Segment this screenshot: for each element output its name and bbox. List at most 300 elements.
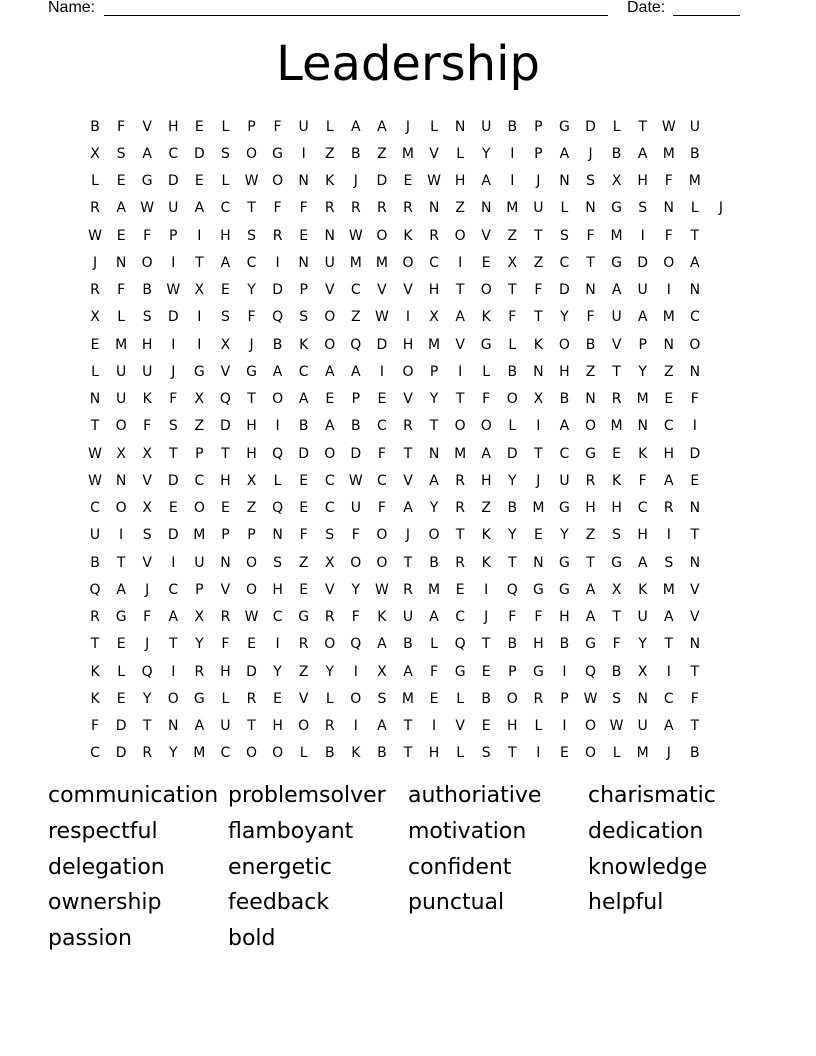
grid-row (82, 658, 734, 685)
grid-letter: V (220, 363, 231, 380)
grid-letter: O (480, 282, 492, 299)
grid-letter: C (663, 690, 674, 707)
grid-letter: L (534, 718, 543, 735)
grid-letter: L (508, 418, 517, 435)
grid-letter: J (249, 336, 254, 353)
grid-letter: B (351, 418, 361, 435)
grid-letter: B (324, 745, 335, 762)
grid-letter: J (536, 173, 541, 190)
grid-letter: B (690, 145, 700, 162)
grid-letter: K (90, 663, 100, 680)
grid-letter: R (403, 418, 413, 435)
grid-letter: A (403, 500, 413, 517)
grid-row (82, 168, 734, 195)
grid-letter: S (612, 527, 622, 544)
grid-letter: M (375, 254, 388, 271)
grid-letter: T (690, 718, 700, 735)
grid-letter: B (142, 282, 152, 299)
grid-letter: J (666, 745, 671, 762)
grid-letter: L (430, 118, 438, 135)
grid-letter: X (246, 472, 257, 489)
grid-letter: X (142, 500, 152, 517)
grid-letter: G (559, 118, 570, 135)
worksheet-header (48, 0, 748, 22)
grid-letter: I (562, 663, 567, 680)
grid-letter: A (142, 145, 152, 162)
grid-letter: T (403, 745, 413, 762)
grid-letter: I (458, 363, 463, 380)
grid-letter: V (142, 472, 152, 489)
grid-letter: Q (272, 445, 284, 462)
grid-letter: I (353, 663, 358, 680)
grid-letter: B (559, 391, 570, 408)
grid-letter: U (637, 282, 648, 299)
grid-letter: K (299, 336, 309, 353)
grid-letter: M (636, 745, 649, 762)
grid-letter: M (610, 227, 623, 244)
grid-letter: T (690, 227, 700, 244)
grid-letter: P (534, 145, 543, 162)
grid-letter: R (377, 200, 387, 217)
grid-letter: U (637, 609, 648, 626)
grid-letter: D (637, 254, 649, 271)
grid-letter: X (377, 663, 387, 680)
grid-letter: H (637, 527, 648, 544)
grid-letter: W (166, 282, 181, 299)
grid-letter: P (429, 363, 439, 380)
grid-letter: V (455, 336, 465, 353)
grid-letter: O (506, 391, 518, 408)
grid-letter: Y (168, 745, 178, 762)
grid-letter: A (559, 418, 570, 435)
grid-letter: T (247, 200, 256, 217)
grid-letter: N (480, 200, 492, 217)
word-bank-item: knowledge (588, 854, 708, 880)
grid-letter: L (221, 118, 230, 135)
grid-letter: E (90, 336, 100, 353)
grid-row (82, 495, 734, 522)
grid-letter: Y (508, 472, 517, 489)
grid-letter: G (532, 581, 544, 598)
grid-letter: D (115, 718, 127, 735)
grid-letter: T (586, 554, 595, 571)
grid-letter: A (351, 118, 361, 135)
grid-letter: V (142, 554, 152, 571)
grid-letter: O (115, 418, 127, 435)
word-bank-item: energetic (228, 854, 333, 880)
grid-letter: W (244, 609, 259, 626)
grid-letter: E (481, 254, 491, 271)
grid-letter: D (246, 663, 257, 680)
grid-letter: U (533, 200, 544, 217)
grid-letter: U (168, 200, 179, 217)
grid-letter: B (272, 336, 283, 353)
grid-letter: T (429, 418, 439, 435)
grid-letter: O (506, 690, 518, 707)
grid-letter: B (90, 554, 100, 571)
grid-letter: D (167, 472, 179, 489)
grid-letter: P (508, 663, 517, 680)
grid-letter: O (324, 309, 336, 326)
grid-letter: O (324, 445, 336, 462)
grid-letter: T (116, 554, 126, 571)
grid-letter: T (508, 554, 517, 571)
grid-letter: L (508, 336, 517, 353)
grid-letter: S (638, 200, 648, 217)
grid-letter: E (377, 391, 387, 408)
grid-letter: L (117, 309, 126, 326)
grid-letter: J (536, 472, 541, 489)
grid-letter: F (430, 663, 439, 680)
grid-letter: T (508, 745, 517, 762)
grid-letter: R (324, 609, 335, 626)
grid-letter: Y (508, 527, 517, 544)
grid-letter: G (585, 445, 596, 462)
word-bank-item: dedication (588, 818, 704, 844)
grid-letter: C (663, 418, 674, 435)
grid-letter: D (115, 745, 127, 762)
grid-letter: T (455, 391, 465, 408)
name-label: Name: (48, 0, 96, 16)
grid-letter: S (142, 309, 152, 326)
grid-letter: V (690, 581, 700, 598)
grid-letter: D (376, 173, 388, 190)
grid-letter: H (220, 227, 231, 244)
grid-letter: B (611, 663, 622, 680)
grid-letter: R (403, 581, 413, 598)
grid-letter: V (377, 282, 387, 299)
grid-letter: N (220, 554, 231, 571)
grid-letter: B (429, 554, 439, 571)
grid-letter: A (220, 254, 231, 271)
grid-letter: N (689, 554, 701, 571)
grid-letter: I (666, 282, 671, 299)
grid-letter: C (559, 254, 570, 271)
grid-letter: X (116, 445, 126, 462)
grid-letter: C (246, 254, 257, 271)
grid-letter: O (115, 500, 127, 517)
grid-letter: N (663, 200, 674, 217)
grid-letter: E (116, 227, 126, 244)
grid-letter: S (377, 690, 387, 707)
grid-letter: C (220, 745, 231, 762)
grid-letter: W (88, 472, 102, 489)
grid-row (82, 331, 734, 358)
grid-letter: R (350, 200, 361, 217)
grid-letter: S (168, 418, 178, 435)
grid-letter: G (298, 609, 310, 626)
grid-letter: R (429, 227, 439, 244)
grid-letter: B (90, 118, 100, 135)
grid-letter: E (403, 173, 413, 190)
grid-letter: A (663, 472, 674, 489)
grid-letter: Z (481, 500, 491, 517)
grid-letter: Z (533, 254, 544, 271)
grid-letter: C (350, 282, 361, 299)
grid-letter: C (429, 254, 439, 271)
grid-letter: T (612, 363, 621, 380)
grid-letter: Y (351, 581, 361, 598)
grid-letter: S (273, 554, 283, 571)
grid-letter: O (376, 554, 388, 571)
grid-letter: B (351, 145, 361, 162)
grid-letter: E (325, 391, 335, 408)
grid-letter: P (221, 527, 230, 544)
grid-letter: G (559, 581, 570, 598)
grid-letter: H (611, 500, 622, 517)
grid-letter: D (559, 282, 570, 299)
grid-letter: D (272, 282, 283, 299)
grid-letter: Z (351, 309, 361, 326)
grid-letter: W (661, 118, 676, 135)
grid-row (82, 113, 734, 140)
grid-letter: K (325, 173, 335, 190)
grid-letter: Z (663, 363, 674, 380)
grid-letter: H (559, 609, 570, 626)
grid-letter: G (611, 554, 623, 571)
grid-letter: J (171, 363, 176, 380)
grid-letter: R (455, 500, 465, 517)
grid-letter: Z (298, 554, 309, 571)
grid-row (82, 277, 734, 304)
grid-letter: M (454, 445, 467, 462)
grid-letter: G (193, 363, 205, 380)
grid-letter: R (663, 500, 674, 517)
grid-row (82, 440, 734, 467)
grid-letter: C (168, 581, 179, 598)
grid-letter: I (301, 145, 306, 162)
grid-letter: F (534, 609, 543, 626)
grid-letter: A (585, 609, 596, 626)
grid-letter: I (458, 254, 463, 271)
grid-letter: V (481, 227, 491, 244)
grid-letter: I (562, 718, 567, 735)
grid-letter: E (299, 500, 309, 517)
word-bank-item: flamboyant (228, 818, 354, 844)
grid-letter: T (90, 636, 100, 653)
grid-letter: X (611, 581, 622, 598)
word-bank-item: respectful (48, 818, 158, 844)
grid-letter: X (194, 282, 205, 299)
grid-letter: T (168, 445, 178, 462)
grid-letter: M (193, 745, 206, 762)
grid-letter: E (455, 581, 465, 598)
grid-letter: T (534, 309, 543, 326)
grid-letter: Q (219, 391, 231, 408)
grid-letter: T (638, 118, 647, 135)
grid-letter: X (637, 663, 648, 680)
grid-letter: L (612, 118, 621, 135)
grid-letter: K (533, 336, 543, 353)
grid-letter: R (272, 227, 283, 244)
grid-letter: E (664, 391, 674, 408)
grid-letter: C (324, 500, 335, 517)
grid-letter: N (689, 282, 701, 299)
grid-letter: Z (194, 418, 205, 435)
grid-letter: U (298, 118, 309, 135)
grid-letter: N (298, 173, 309, 190)
grid-letter: W (348, 227, 363, 244)
grid-letter: O (272, 391, 284, 408)
grid-letter: M (688, 173, 701, 190)
grid-letter: L (221, 690, 230, 707)
grid-letter: O (324, 636, 336, 653)
grid-letter: F (221, 636, 230, 653)
grid-letter: F (169, 391, 178, 408)
grid-letter: E (299, 581, 309, 598)
grid-letter: N (115, 254, 127, 271)
grid-letter: H (272, 718, 283, 735)
grid-letter: O (663, 254, 675, 271)
grid-letter: P (638, 336, 647, 353)
grid-letter: C (194, 472, 205, 489)
grid-letter: N (637, 690, 648, 707)
grid-letter: P (534, 118, 543, 135)
grid-letter: G (559, 554, 570, 571)
grid-letter: U (89, 527, 101, 544)
grid-letter: X (429, 309, 439, 326)
grid-row (82, 140, 734, 167)
grid-letter: O (167, 690, 179, 707)
grid-letter: S (116, 145, 126, 162)
grid-row (82, 386, 734, 413)
grid-letter: G (193, 690, 205, 707)
grid-letter: X (194, 609, 205, 626)
grid-letter: C (90, 745, 100, 762)
grid-letter: Z (377, 145, 387, 162)
grid-letter: H (637, 173, 648, 190)
grid-letter: U (611, 309, 622, 326)
grid-letter: C (90, 500, 100, 517)
grid-letter: H (246, 418, 257, 435)
grid-letter: O (585, 718, 597, 735)
grid-letter: F (91, 718, 100, 735)
grid-letter: T (221, 445, 230, 462)
grid-letter: H (428, 745, 440, 762)
grid-letter: X (324, 554, 335, 571)
grid-letter: J (588, 145, 593, 162)
grid-letter: L (690, 200, 699, 217)
grid-letter: W (140, 200, 155, 217)
grid-letter: I (353, 718, 358, 735)
grid-letter: U (115, 363, 127, 380)
grid-letter: F (143, 418, 152, 435)
grid-letter: O (298, 718, 310, 735)
grid-letter: L (273, 472, 282, 489)
grid-letter: M (506, 200, 519, 217)
grid-letter: L (482, 363, 491, 380)
grid-letter: G (559, 500, 570, 517)
grid-row (82, 740, 734, 767)
grid-letter: F (664, 173, 673, 190)
grid-letter: B (377, 745, 387, 762)
grid-letter: V (690, 609, 700, 626)
grid-letter: O (324, 336, 336, 353)
grid-letter: B (585, 336, 596, 353)
grid-letter: A (324, 418, 335, 435)
grid-letter: O (428, 527, 440, 544)
grid-letter: X (194, 391, 205, 408)
word-bank-item: feedback (228, 890, 330, 916)
grid-letter: M (662, 309, 675, 326)
grid-letter: V (455, 718, 465, 735)
grid-letter: Y (247, 282, 256, 299)
grid-letter: H (428, 282, 440, 299)
word-bank-item: charismatic (588, 783, 716, 808)
grid-letter: K (638, 445, 648, 462)
grid-letter: Q (272, 500, 284, 517)
grid-letter: P (351, 391, 361, 408)
grid-letter: J (484, 609, 489, 626)
grid-letter: F (273, 200, 282, 217)
grid-letter: L (456, 745, 465, 762)
grid-letter: T (168, 636, 178, 653)
grid-letter: N (585, 282, 596, 299)
grid-letter: R (142, 745, 153, 762)
grid-letter: O (272, 745, 284, 762)
grid-letter: J (145, 636, 150, 653)
grid-letter: T (612, 609, 621, 626)
grid-letter: D (298, 445, 310, 462)
grid-letter: T (403, 554, 413, 571)
grid-letter: W (427, 173, 441, 190)
grid-row (82, 631, 734, 658)
grid-letter: Y (273, 663, 282, 680)
grid-letter: E (247, 636, 256, 653)
grid-letter: K (351, 745, 361, 762)
word-bank-item: helpful (588, 890, 664, 916)
grid-letter: Y (142, 690, 152, 707)
grid-letter: P (560, 690, 569, 707)
grid-letter: A (663, 718, 674, 735)
grid-letter: I (536, 418, 541, 435)
grid-letter: E (221, 500, 230, 517)
grid-letter: O (245, 581, 258, 598)
grid-letter: R (90, 282, 100, 299)
grid-letter: O (350, 690, 362, 707)
grid-letter: F (690, 690, 699, 707)
grid-letter: E (116, 636, 126, 653)
grid-letter: B (507, 363, 518, 380)
grid-letter: X (220, 336, 231, 353)
grid-letter: B (403, 636, 413, 653)
grid-letter: R (455, 472, 465, 489)
grid-letter: I (666, 663, 671, 680)
grid-letter: E (481, 718, 491, 735)
grid-letter: N (428, 445, 440, 462)
grid-letter: V (324, 282, 335, 299)
grid-letter: Y (195, 636, 204, 653)
grid-letter: I (197, 309, 202, 326)
grid-letter: I (484, 581, 489, 598)
grid-letter: K (612, 472, 622, 489)
grid-letter: R (324, 718, 335, 735)
grid-letter: N (168, 718, 179, 735)
grid-row (82, 467, 734, 494)
grid-letter: S (142, 527, 152, 544)
grid-letter: B (481, 690, 492, 707)
grid-letter: N (115, 472, 127, 489)
grid-letter: P (299, 282, 308, 299)
grid-letter: I (666, 527, 671, 544)
grid-letter: F (482, 391, 491, 408)
grid-letter: M (662, 145, 675, 162)
grid-letter: H (585, 500, 596, 517)
grid-letter: N (89, 391, 101, 408)
grid-letter: H (507, 718, 518, 735)
grid-letter: E (194, 173, 204, 190)
grid-letter: K (90, 690, 100, 707)
